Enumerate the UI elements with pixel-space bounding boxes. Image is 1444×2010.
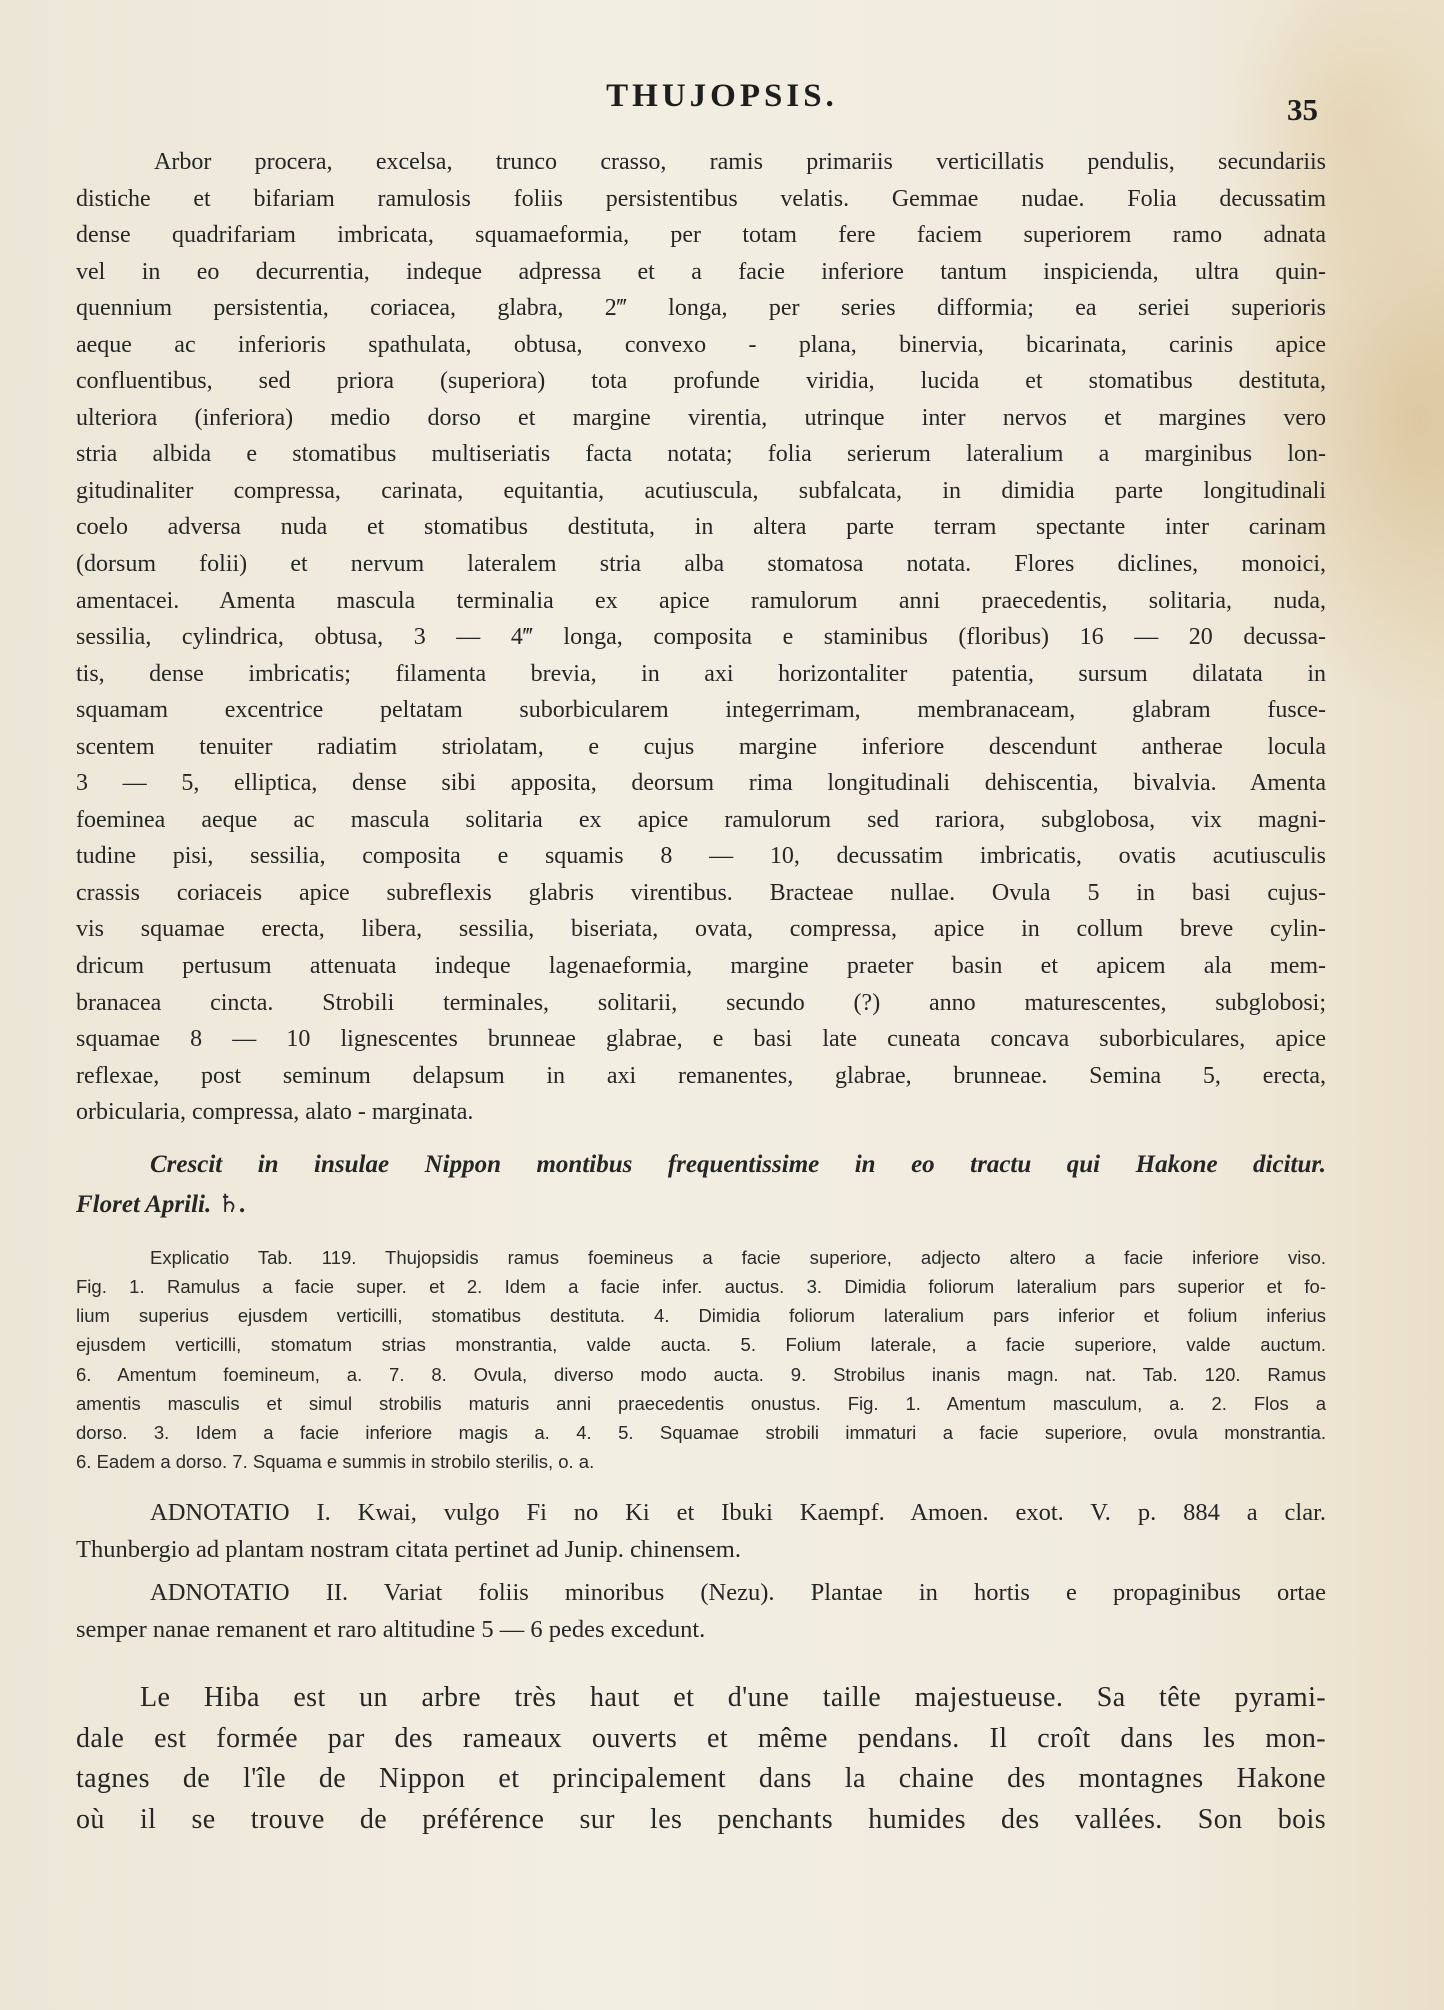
description-line: branacea cincta. Strobili terminales, solitarii, secundo (?) anno maturescentes, subglobosi; (76, 989, 1326, 1016)
explicatio-line: dorso. 3. Idem a facie inferiore magis a. 4. 5. Squamae strobili immaturi a facie superiore, ovula monstrantia. (76, 1421, 1326, 1443)
explicatio-line: 6. Amentum foemineum, a. 7. 8. Ovula, diverso modo aucta. 9. Strobilus inanis magn. nat. Tab. 120. Ramus (76, 1363, 1326, 1385)
adnotatio-1 (76, 1494, 1326, 1568)
description-line: scentem tenuiter radiatim striolatam, e cujus margine inferiore descendunt antherae locula (76, 733, 1326, 760)
page-content (76, 144, 1326, 1840)
description-line: ulteriora (inferiora) medio dorso et margine virentia, utrinque inter nervos et margines vero (76, 404, 1326, 431)
description-line: coelo adversa nuda et stomatibus destituta, in altera parte terram spectante inter carinam (76, 514, 1326, 541)
description-line: (dorsum folii) et nervum lateralem stria alba stomatosa notata. Flores diclines, monoici, (76, 551, 1326, 578)
french-paragraph (76, 1678, 1326, 1840)
page-number: 35 (1287, 92, 1318, 127)
french-line: tagnes de l'île de Nippon et principalement dans la chaine des montagnes Hakone (76, 1763, 1326, 1795)
french-line: Le Hiba est un arbre très haut et d'une taille majestueuse. Sa tête pyrami- (140, 1682, 1326, 1714)
description-line: squamam excentrice peltatam suborbicularem integerrimam, membranaceam, glabram fusce- (76, 697, 1326, 724)
description-line: tudine pisi, sessilia, composita e squamis 8 — 10, decussatim imbricatis, ovatis acutiusculis (76, 843, 1326, 870)
description-line: vis squamae erecta, libera, sessilia, biseriata, ovata, compressa, apice in collum breve cylin- (76, 916, 1326, 943)
habitat-paragraph (76, 1145, 1326, 1225)
explicatio-line: Fig. 1. Ramulus a facie super. et 2. Idem a facie infer. auctus. 3. Dimidia foliorum lateralium pars superior et fo- (76, 1275, 1326, 1297)
description-line: dense quadrifariam imbricata, squamaeformia, per totam fere faciem superiorem ramo adnata (76, 222, 1326, 249)
description-line: confluentibus, sed priora (superiora) tota profunde viridia, lucida et stomatibus destituta, (76, 368, 1326, 395)
description-line: dricum pertusum attenuata indeque lagenaeformia, margine praeter basin et apicem ala mem- (76, 953, 1326, 980)
page-header (0, 78, 1444, 127)
running-title: THUJOPSIS. (606, 78, 838, 114)
description-line: Arbor procera, excelsa, trunco crasso, ramis primariis verticillatis pendulis, secundariis (154, 149, 1326, 175)
description-line: 3 — 5, elliptica, dense sibi apposita, deorsum rima longitudinali dehiscentia, bivalvia. Amenta (76, 770, 1326, 797)
french-line: où il se trouve de préférence sur les penchants humides des vallées. Son bois (76, 1803, 1326, 1835)
adnotatio-line: semper nanae remanent et raro altitudine 5 — 6 pedes excedunt. (76, 1616, 706, 1644)
adnotatio-line: Thunbergio ad plantam nostram citata pertinet ad Junip. chinensem. (76, 1536, 741, 1564)
description-line: gitudinaliter compressa, carinata, equitantia, acutiuscula, subfalcata, in dimidia parte longitudinali (76, 477, 1326, 504)
description-line: tis, dense imbricatis; filamenta brevia, in axi horizontaliter patentia, sursum dilatata in (76, 660, 1326, 687)
description-line: reflexae, post seminum delapsum in axi remanentes, glabrae, brunneae. Semina 5, erecta, (76, 1062, 1326, 1089)
description-line: sessilia, cylindrica, obtusa, 3 — 4‴ longa, composita e staminibus (floribus) 16 — 20 decussa- (76, 624, 1326, 651)
adnotatio-line: ADNOTATIO I. Kwai, vulgo Fi no Ki et Ibuki Kaempf. Amoen. exot. V. p. 884 a clar. (150, 1499, 1326, 1527)
description-paragraph (76, 144, 1326, 1131)
description-line: vel in eo decurrentia, indeque adpressa et a facie inferiore tantum inspicienda, ultra quin- (76, 258, 1326, 285)
description-line: crassis coriaceis apice subreflexis glabris virentibus. Bracteae nullae. Ovula 5 in basi cujus- (76, 879, 1326, 906)
description-line: foeminea aeque ac mascula solitaria ex apice ramulorum sed rariora, subglobosa, vix magni- (76, 806, 1326, 833)
description-line: squamae 8 — 10 lignescentes brunneae glabrae, e basi late cuneata concava suborbiculares, apice (76, 1026, 1326, 1053)
explicatio-line: lium superius ejusdem verticilli, stomatibus destituta. 4. Dimidia foliorum lateralium pars inferior et folium inferius (76, 1305, 1326, 1327)
description-line: aeque ac inferioris spathulata, obtusa, convexo - plana, binervia, bicarinata, carinis apice (76, 331, 1326, 358)
explicatio-line: ejusdem verticilli, stomatum strias monstrantia, valde aucta. 5. Folium laterale, a facie superiore, valde auctum. (76, 1334, 1326, 1356)
description-line: orbicularia, compressa, alato - marginata. (76, 1099, 474, 1126)
explicatio-line: amentis masculis et simul strobilis maturis anni praecedentis onustus. Fig. 1. Amentum masculum, a. 2. Flos a (76, 1392, 1326, 1414)
explicatio-line: Explicatio Tab. 119. Thujopsidis ramus foemineus a facie superiore, adjecto altero a facie inferiore viso. (150, 1246, 1326, 1268)
habitat-line: Floret Aprili. ♄. (76, 1190, 247, 1218)
description-line: stria albida e stomatibus multiseriatis facta notata; folia serierum lateralium a marginibus lon- (76, 441, 1326, 468)
habitat-line: Crescit in insulae Nippon montibus frequentissime in eo tractu qui Hakone dicitur. (150, 1150, 1326, 1178)
french-line: dale est formée par des rameaux ouverts et même pendans. Il croît dans les mon- (76, 1722, 1326, 1754)
adnotatio-line: ADNOTATIO II. Variat foliis minoribus (Nezu). Plantae in hortis e propaginibus ortae (150, 1579, 1326, 1607)
description-line: quennium persistentia, coriacea, glabra, 2‴ longa, per series difformia; ea seriei superioris (76, 295, 1326, 322)
description-line: distiche et bifariam ramulosis foliis persistentibus velatis. Gemmae nudae. Folia decussatim (76, 185, 1326, 212)
explicatio-line: 6. Eadem a dorso. 7. Squama e summis in strobilo sterilis, o. a. (76, 1451, 595, 1473)
adnotatio-2 (76, 1574, 1326, 1648)
description-line: amentacei. Amenta mascula terminalia ex apice ramulorum anni praecedentis, solitaria, nuda, (76, 587, 1326, 614)
explicatio-paragraph (76, 1243, 1326, 1477)
